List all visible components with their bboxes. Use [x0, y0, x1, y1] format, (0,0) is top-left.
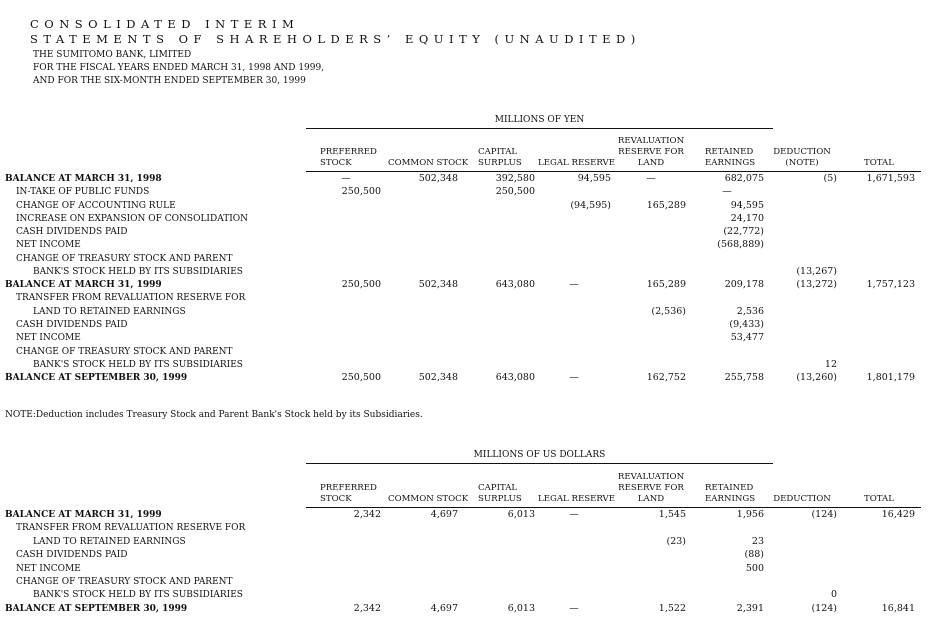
value-common: 502,348 [418, 173, 458, 184]
value-deduction: (13,267) [796, 265, 837, 277]
balance-row-label: BALANCE AT MARCH 31, 1999 [5, 280, 162, 291]
value-deduction: (124) [811, 509, 837, 520]
row-label: IN-TAKE OF PUBLIC FUNDS [16, 187, 150, 198]
value-surplus: 6,013 [507, 509, 535, 520]
column-header-reval: REVALUATION [617, 136, 685, 146]
value-reval: 162,752 [646, 372, 686, 384]
row-label: NET INCOME [16, 240, 81, 251]
column-header-surplus: SURPLUS [478, 158, 522, 168]
row-label: BANK'S STOCK HELD BY ITS SUBSIDIARIES [33, 359, 243, 370]
column-header-retained: EARNINGS [705, 158, 756, 168]
value-retained: (22,772) [723, 226, 764, 238]
value-retained: 209,178 [724, 279, 764, 291]
value-reval: 1,545 [658, 509, 686, 520]
row-label: TRANSFER FROM REVALUATION RESERVE FOR [16, 293, 246, 304]
value-total: 1,671,593 [866, 173, 915, 184]
value-surplus: 250,500 [495, 186, 535, 198]
value-preferred: 250,500 [341, 372, 381, 384]
balance-row-label: BALANCE AT MARCH 31, 1999 [5, 510, 162, 520]
balance-row-label: BALANCE AT SEPTEMBER 30, 1999 [5, 603, 188, 614]
row-label: NET INCOME [16, 563, 81, 574]
unit-rule [306, 128, 773, 129]
column-header-retained: RETAINED [705, 147, 754, 157]
value-retained: 682,075 [724, 173, 764, 184]
period-line-2: AND FOR THE SIX-MONTH ENDED SEPTEMBER 30, 1999 [33, 76, 306, 86]
balance-row-label: BALANCE AT SEPTEMBER 30, 1999 [5, 373, 188, 384]
column-header-deduction: (NOTE) [785, 158, 819, 168]
row-label: LAND TO RETAINED EARNINGS [33, 306, 186, 317]
column-header-preferred: PREFERRED [320, 483, 377, 493]
column-header-preferred: STOCK [320, 158, 352, 168]
value-deduction: 12 [824, 358, 837, 370]
period-line-1: FOR THE FISCAL YEARS ENDED MARCH 31, 1998 AND 1999, [33, 63, 325, 73]
value-reval: (2,536) [651, 305, 686, 317]
value-reval: (23) [666, 535, 686, 547]
value-preferred: — [341, 173, 351, 184]
row-label: TRANSFER FROM REVALUATION RESERVE FOR [16, 523, 246, 534]
row-label: BANK'S STOCK HELD BY ITS SUBSIDIARIES [33, 590, 243, 601]
row-label: CASH DIVIDENDS PAID [16, 319, 128, 330]
value-deduction: 0 [830, 589, 837, 601]
column-header-reval: LAND [637, 494, 665, 504]
column-header-surplus: SURPLUS [478, 494, 522, 504]
value-retained: (568,889) [717, 239, 764, 251]
column-header-surplus: CAPITAL [478, 147, 518, 157]
value-legal: — [569, 279, 579, 291]
value-deduction: (13,260) [796, 372, 837, 384]
value-legal: — [569, 602, 579, 614]
header-rule [306, 171, 921, 172]
unit-label: MILLIONS OF US DOLLARS [473, 450, 606, 460]
column-header-retained: EARNINGS [705, 494, 756, 504]
title-line-2: STATEMENTS OF SHAREHOLDERS’ EQUITY (UNAUDITED) [30, 32, 641, 46]
value-legal: 94,595 [577, 173, 611, 184]
value-legal: (94,595) [570, 199, 611, 211]
value-surplus: 643,080 [495, 372, 535, 384]
row-label: CHANGE OF TREASURY STOCK AND PARENT [16, 346, 233, 357]
column-header-reval: RESERVE FOR [618, 483, 684, 493]
column-header-common: COMMON STOCK [388, 494, 469, 504]
value-retained: 2,391 [736, 602, 764, 614]
value-retained: 94,595 [730, 199, 764, 211]
title-line-1: CONSOLIDATED INTERIM [30, 17, 300, 31]
column-header-legal: LEGAL RESERVE [538, 158, 616, 168]
value-reval: 1,522 [658, 602, 686, 614]
value-retained: 2,536 [736, 305, 764, 317]
value-deduction: (5) [823, 173, 837, 184]
column-header-retained: RETAINED [705, 483, 754, 493]
value-surplus: 643,080 [495, 279, 535, 291]
value-preferred: 2,342 [353, 602, 381, 614]
column-header-reval: RESERVE FOR [618, 147, 684, 157]
value-retained: 24,170 [730, 212, 764, 224]
value-legal: — [569, 509, 579, 520]
column-header-total: TOTAL [864, 158, 894, 168]
value-surplus: 6,013 [507, 602, 535, 614]
value-retained: 23 [751, 535, 764, 547]
row-label: CHANGE OF TREASURY STOCK AND PARENT [16, 253, 233, 264]
unit-rule [306, 463, 773, 464]
column-header-reval: LAND [637, 158, 665, 168]
value-deduction: (13,272) [796, 279, 837, 291]
column-header-preferred: STOCK [320, 494, 352, 504]
value-common: 4,697 [430, 602, 458, 614]
value-preferred: 250,500 [341, 279, 381, 291]
row-label: LAND TO RETAINED EARNINGS [33, 536, 186, 547]
column-header-legal: LEGAL RESERVE [538, 494, 616, 504]
document-header [30, 17, 641, 88]
value-preferred: 250,500 [341, 186, 381, 198]
column-header-deduction: DEDUCTION [773, 494, 831, 504]
header-rule [306, 507, 921, 508]
value-total: 16,429 [881, 509, 915, 520]
unit-label: MILLIONS OF YEN [494, 115, 585, 125]
value-deduction: (124) [811, 602, 837, 614]
value-surplus: 392,580 [495, 173, 535, 184]
value-retained: 53,477 [730, 332, 764, 344]
row-label: INCREASE ON EXPANSION OF CONSOLIDATION [16, 213, 249, 224]
value-total: 16,841 [881, 602, 915, 614]
footnote: NOTE:Deduction includes Treasury Stock and Parent Bank's Stock held by its Subsidiaries. [5, 410, 423, 420]
value-retained: (9,433) [729, 318, 764, 330]
value-retained: (88) [744, 549, 764, 561]
column-header-deduction: DEDUCTION [773, 147, 831, 157]
row-label: CASH DIVIDENDS PAID [16, 550, 128, 561]
column-header-total: TOTAL [864, 494, 894, 504]
column-header-surplus: CAPITAL [478, 483, 518, 493]
value-common: 4,697 [430, 509, 458, 520]
value-reval: 165,289 [646, 199, 686, 211]
row-label: CHANGE OF ACCOUNTING RULE [16, 200, 176, 211]
row-label: CHANGE OF TREASURY STOCK AND PARENT [16, 577, 233, 587]
column-header-reval: REVALUATION [617, 472, 685, 482]
value-common: 502,348 [418, 372, 458, 384]
value-retained: 1,956 [736, 509, 764, 520]
value-reval: — [646, 173, 656, 184]
value-total: 1,757,123 [866, 279, 915, 291]
balance-row-label: BALANCE AT MARCH 31, 1998 [5, 174, 162, 184]
column-header-preferred: PREFERRED [320, 147, 377, 157]
row-label: BANK'S STOCK HELD BY ITS SUBSIDIARIES [33, 266, 243, 277]
value-preferred: 2,342 [353, 509, 381, 520]
company-name: THE SUMITOMO BANK, LIMITED [33, 50, 192, 60]
value-total: 1,801,179 [866, 372, 915, 384]
value-reval: 165,289 [646, 279, 686, 291]
row-label: NET INCOME [16, 333, 81, 344]
value-common: 502,348 [418, 279, 458, 291]
value-retained: 500 [745, 562, 764, 574]
value-legal: — [569, 372, 579, 384]
column-header-common: COMMON STOCK [388, 158, 469, 168]
value-retained: — [722, 186, 732, 198]
row-label: CASH DIVIDENDS PAID [16, 227, 128, 238]
value-retained: 255,758 [724, 372, 764, 384]
